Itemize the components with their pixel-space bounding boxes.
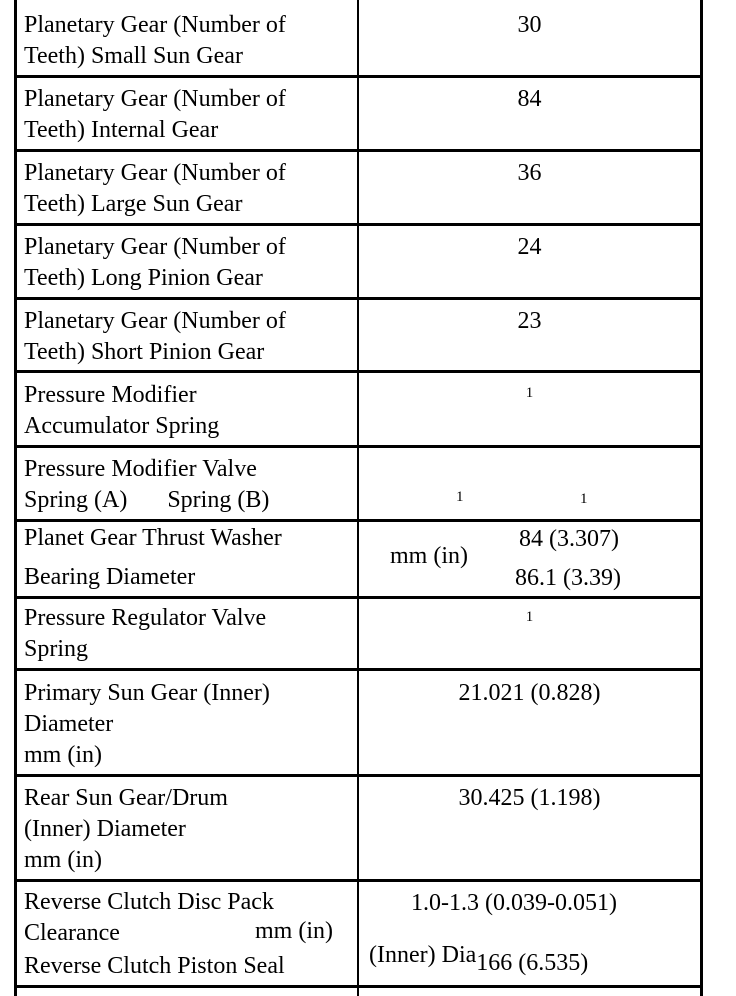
spec-value: 23 bbox=[517, 308, 542, 334]
spec-label: Pressure Modifier Valve Spring (A) Spring (B) bbox=[24, 456, 270, 513]
spec-value: 84 bbox=[517, 86, 542, 112]
spec-value: 21.021 (0.828) bbox=[458, 680, 601, 706]
spec-label-part: Spring (B) bbox=[167, 487, 270, 513]
row-divider bbox=[14, 668, 703, 671]
spec-label: Pressure Modifier Accumulator Spring bbox=[24, 382, 220, 439]
spec-value: 1.0-1.3 (0.039-0.051) bbox=[411, 890, 617, 916]
spec-value: 36 bbox=[517, 160, 542, 186]
row-divider bbox=[14, 774, 703, 777]
spec-value: 86.1 (3.39) bbox=[515, 565, 621, 591]
spec-value-number: 166 (6.535) bbox=[476, 950, 589, 976]
row-divider bbox=[14, 75, 703, 78]
row-divider bbox=[14, 149, 703, 152]
spec-label: Planetary Gear (Number of Teeth) Small Sun Gear bbox=[24, 12, 286, 69]
spec-value: 1 bbox=[580, 491, 588, 507]
spec-label: Planetary Gear (Number of Teeth) Long Pinion Gear bbox=[24, 234, 286, 291]
spec-label: Planetary Gear (Number of Teeth) Short Pinion Gear bbox=[24, 308, 286, 365]
row-divider bbox=[14, 985, 703, 988]
spec-label: Rear Sun Gear/Drum (Inner) Diameter mm (in) bbox=[24, 785, 228, 873]
spec-value: 1 bbox=[456, 489, 464, 505]
spec-label: Primary Sun Gear (Inner) Diameter mm (in) bbox=[24, 680, 270, 768]
row-divider bbox=[14, 519, 703, 522]
spec-value: 1 bbox=[525, 609, 534, 625]
spec-label: Planetary Gear (Number of Teeth) Internal Gear bbox=[24, 86, 286, 143]
row-divider bbox=[14, 596, 703, 599]
row-divider bbox=[14, 297, 703, 300]
spec-label: Reverse Clutch Disc Pack bbox=[24, 889, 274, 915]
spec-unit: mm (in) bbox=[390, 543, 468, 569]
spec-value: 1 bbox=[525, 385, 534, 401]
spec-value: 30.425 (1.198) bbox=[458, 785, 601, 811]
spec-unit: mm (in) bbox=[255, 918, 333, 944]
spec-label: Clearance bbox=[24, 920, 120, 946]
row-divider bbox=[14, 445, 703, 448]
spec-value: 84 (3.307) bbox=[519, 526, 619, 552]
spec-label-part: Spring (A) bbox=[24, 487, 128, 513]
spec-label: Planet Gear Thrust Washer Bearing Diameter bbox=[24, 525, 282, 590]
spec-label: Reverse Clutch Piston Seal bbox=[24, 953, 285, 979]
row-divider bbox=[14, 879, 703, 882]
spec-value: 30 bbox=[517, 12, 542, 38]
spec-label: Pressure Regulator Valve Spring bbox=[24, 605, 267, 662]
spec-value bbox=[369, 940, 589, 976]
spec-value-prefix: (Inner) Dia bbox=[369, 942, 477, 968]
spec-label: Planetary Gear (Number of Teeth) Large Sun Gear bbox=[24, 160, 286, 217]
row-divider bbox=[14, 370, 703, 373]
spec-value: 24 bbox=[517, 234, 542, 260]
row-divider bbox=[14, 223, 703, 226]
